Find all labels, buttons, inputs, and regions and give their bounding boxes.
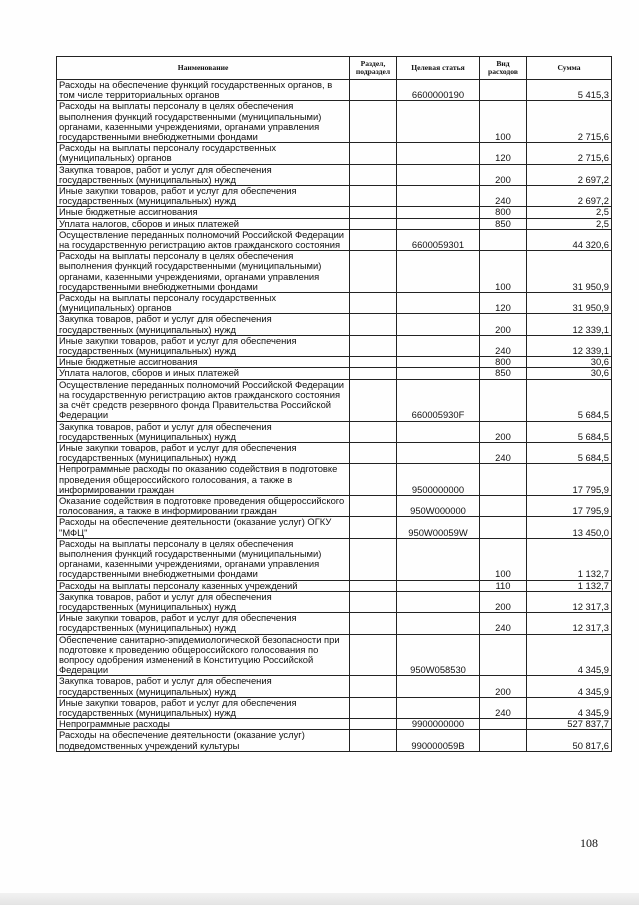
table-row	[57, 719, 612, 730]
cell-kind	[480, 464, 527, 496]
cell-amount: 1 132,7	[527, 580, 612, 591]
table-row	[57, 580, 612, 591]
cell-target	[397, 101, 480, 143]
header-kind: Вид расходов	[480, 57, 527, 80]
cell-name: Иные закупки товаров, работ и услуг для обеспечения государственных (муниципальных) нужд	[57, 697, 350, 718]
cell-target	[397, 314, 480, 335]
cell-target: 9500000000	[397, 464, 480, 496]
table-row	[57, 442, 612, 463]
cell-name: Оказание содействия в подготовке проведения общероссийского голосования, а также в информировании граждан	[57, 495, 350, 516]
cell-target: 660005930F	[397, 379, 480, 421]
cell-name: Иные закупки товаров, работ и услуг для обеспечения государственных (муниципальных) нужд	[57, 186, 350, 207]
cell-name: Расходы на выплаты персоналу в целях обеспечения выполнения функций государственными (муниципальными) органами, казенными учреждениями, органами управления государственными внебюджетными фондами	[57, 251, 350, 293]
cell-amount: 5 684,5	[527, 379, 612, 421]
cell-amount: 17 795,9	[527, 495, 612, 516]
cell-target	[397, 697, 480, 718]
cell-target	[397, 421, 480, 442]
cell-target	[397, 335, 480, 356]
cell-section	[350, 293, 397, 314]
cell-section	[350, 207, 397, 218]
cell-target	[397, 580, 480, 591]
cell-kind: 200	[480, 676, 527, 697]
table-row	[57, 613, 612, 634]
cell-target	[397, 676, 480, 697]
cell-name: Иные закупки товаров, работ и услуг для обеспечения государственных (муниципальных) нужд	[57, 442, 350, 463]
cell-section	[350, 580, 397, 591]
table-row	[57, 634, 612, 676]
header-target: Целевая статья	[397, 57, 480, 80]
cell-target	[397, 143, 480, 164]
cell-name: Осуществление переданных полномочий Российской Федерации на государственную регистрацию актов гражданского состояния за счёт средств резервного фонда Правительства Российской Федерации	[57, 379, 350, 421]
cell-amount: 2,5	[527, 207, 612, 218]
cell-kind	[480, 517, 527, 538]
header-section: Раздел, подраздел	[350, 57, 397, 80]
table-row	[57, 421, 612, 442]
header-row	[57, 57, 612, 80]
cell-section	[350, 218, 397, 229]
cell-amount: 12 317,3	[527, 613, 612, 634]
cell-target: 950W00059W	[397, 517, 480, 538]
cell-section	[350, 730, 397, 751]
cell-target: 9900000000	[397, 719, 480, 730]
cell-kind	[480, 80, 527, 101]
cell-section	[350, 442, 397, 463]
cell-amount: 12 317,3	[527, 591, 612, 612]
table-body	[57, 80, 612, 752]
cell-name: Иные бюджетные ассигнования	[57, 357, 350, 368]
cell-section	[350, 186, 397, 207]
cell-target	[397, 251, 480, 293]
cell-target	[397, 186, 480, 207]
cell-section	[350, 495, 397, 516]
table-row	[57, 218, 612, 229]
cell-amount: 5 684,5	[527, 421, 612, 442]
table-row	[57, 730, 612, 751]
cell-amount: 12 339,1	[527, 335, 612, 356]
cell-kind: 240	[480, 697, 527, 718]
cell-amount: 13 450,0	[527, 517, 612, 538]
cell-name: Расходы на выплаты персоналу государственных (муниципальных) органов	[57, 293, 350, 314]
cell-section	[350, 164, 397, 185]
page-number: 108	[580, 836, 598, 850]
cell-kind: 850	[480, 218, 527, 229]
cell-amount: 12 339,1	[527, 314, 612, 335]
table-header	[57, 57, 612, 80]
cell-target: 950W000000	[397, 495, 480, 516]
cell-section	[350, 368, 397, 379]
cell-target	[397, 293, 480, 314]
cell-name: Непрограммные расходы	[57, 719, 350, 730]
cell-section	[350, 464, 397, 496]
cell-name: Закупка товаров, работ и услуг для обеспечения государственных (муниципальных) нужд	[57, 591, 350, 612]
cell-target	[397, 357, 480, 368]
table-row	[57, 379, 612, 421]
cell-section	[350, 379, 397, 421]
cell-section	[350, 357, 397, 368]
cell-kind: 100	[480, 538, 527, 580]
cell-kind: 240	[480, 613, 527, 634]
cell-amount: 2 697,2	[527, 164, 612, 185]
cell-kind: 100	[480, 251, 527, 293]
cell-section	[350, 335, 397, 356]
table-row	[57, 143, 612, 164]
table-row	[57, 357, 612, 368]
cell-name: Расходы на обеспечение деятельности (оказание услуг) подведомственных учреждений культуры	[57, 730, 350, 751]
cell-name: Уплата налогов, сборов и иных платежей	[57, 218, 350, 229]
cell-name: Непрограммные расходы по оказанию содействия в подготовке проведения общероссийского голосования, а также в информировании граждан	[57, 464, 350, 496]
cell-amount: 2 715,6	[527, 101, 612, 143]
cell-kind	[480, 634, 527, 676]
cell-name: Расходы на обеспечение деятельности (оказание услуг) ОГКУ "МФЦ"	[57, 517, 350, 538]
cell-target	[397, 442, 480, 463]
cell-name: Иные бюджетные ассигнования	[57, 207, 350, 218]
cell-kind: 850	[480, 368, 527, 379]
cell-section	[350, 719, 397, 730]
cell-kind: 800	[480, 357, 527, 368]
cell-amount: 5 684,5	[527, 442, 612, 463]
cell-name: Расходы на обеспечение функций государственных органов, в том числе территориальных органов	[57, 80, 350, 101]
table-row	[57, 293, 612, 314]
cell-amount: 4 345,9	[527, 676, 612, 697]
cell-amount: 5 415,3	[527, 80, 612, 101]
cell-target	[397, 613, 480, 634]
cell-target	[397, 538, 480, 580]
cell-section	[350, 538, 397, 580]
cell-name: Закупка товаров, работ и услуг для обеспечения государственных (муниципальных) нужд	[57, 421, 350, 442]
table-row	[57, 164, 612, 185]
cell-name: Закупка товаров, работ и услуг для обеспечения государственных (муниципальных) нужд	[57, 164, 350, 185]
cell-name: Расходы на выплаты персоналу казенных учреждений	[57, 580, 350, 591]
table-row	[57, 495, 612, 516]
cell-kind: 800	[480, 207, 527, 218]
cell-target: 6600059301	[397, 229, 480, 250]
table-row	[57, 591, 612, 612]
table-row	[57, 101, 612, 143]
cell-kind: 240	[480, 442, 527, 463]
cell-section	[350, 676, 397, 697]
cell-section	[350, 101, 397, 143]
table-row	[57, 207, 612, 218]
cell-section	[350, 591, 397, 612]
table-row	[57, 335, 612, 356]
cell-kind: 120	[480, 293, 527, 314]
cell-section	[350, 229, 397, 250]
cell-target	[397, 591, 480, 612]
cell-section	[350, 634, 397, 676]
cell-name: Расходы на выплаты персоналу в целях обеспечения выполнения функций государственными (муниципальными) органами, казенными учреждениями, органами управления государственными внебюджетными фондами	[57, 101, 350, 143]
cell-kind: 240	[480, 186, 527, 207]
table-row	[57, 229, 612, 250]
cell-name: Уплата налогов, сборов и иных платежей	[57, 368, 350, 379]
cell-name: Закупка товаров, работ и услуг для обеспечения государственных (муниципальных) нужд	[57, 314, 350, 335]
cell-amount: 2 715,6	[527, 143, 612, 164]
table-row	[57, 676, 612, 697]
cell-name: Закупка товаров, работ и услуг для обеспечения государственных (муниципальных) нужд	[57, 676, 350, 697]
cell-section	[350, 80, 397, 101]
cell-amount: 2 697,2	[527, 186, 612, 207]
table-row	[57, 464, 612, 496]
cell-kind	[480, 730, 527, 751]
cell-kind: 200	[480, 421, 527, 442]
cell-amount: 1 132,7	[527, 538, 612, 580]
cell-target	[397, 368, 480, 379]
cell-section	[350, 143, 397, 164]
cell-name: Расходы на выплаты персоналу государственных (муниципальных) органов	[57, 143, 350, 164]
cell-amount: 31 950,9	[527, 251, 612, 293]
cell-kind: 240	[480, 335, 527, 356]
cell-name: Расходы на выплаты персоналу в целях обеспечения выполнения функций государственными (муниципальными) органами, казенными учреждениями, органами управления государственными внебюджетными фондами	[57, 538, 350, 580]
cell-amount: 31 950,9	[527, 293, 612, 314]
table-row	[57, 251, 612, 293]
header-amount: Сумма	[527, 57, 612, 80]
cell-kind	[480, 719, 527, 730]
cell-amount: 30,6	[527, 357, 612, 368]
table-row	[57, 186, 612, 207]
table-row	[57, 314, 612, 335]
cell-target	[397, 218, 480, 229]
table-row	[57, 538, 612, 580]
cell-section	[350, 251, 397, 293]
table-row	[57, 368, 612, 379]
cell-amount: 4 345,9	[527, 697, 612, 718]
header-name: Наименование	[57, 57, 350, 80]
cell-name: Иные закупки товаров, работ и услуг для обеспечения государственных (муниципальных) нужд	[57, 613, 350, 634]
cell-target	[397, 164, 480, 185]
scan-bottom-edge	[0, 893, 639, 905]
cell-target: 6600000190	[397, 80, 480, 101]
cell-amount: 44 320,6	[527, 229, 612, 250]
table-row	[57, 697, 612, 718]
cell-amount: 4 345,9	[527, 634, 612, 676]
table-row	[57, 517, 612, 538]
cell-section	[350, 314, 397, 335]
cell-name: Иные закупки товаров, работ и услуг для обеспечения государственных (муниципальных) нужд	[57, 335, 350, 356]
cell-name: Осуществление переданных полномочий Российской Федерации на государственную регистрацию актов гражданского состояния	[57, 229, 350, 250]
cell-kind: 120	[480, 143, 527, 164]
cell-name: Обеспечение санитарно-эпидемиологической безопасности при подготовке к проведению общероссийского голосования по вопросу одобрения изменений в Конституцию Российской Федерации	[57, 634, 350, 676]
cell-section	[350, 421, 397, 442]
cell-amount: 50 817,6	[527, 730, 612, 751]
cell-kind: 200	[480, 314, 527, 335]
cell-kind: 110	[480, 580, 527, 591]
cell-kind: 100	[480, 101, 527, 143]
cell-target	[397, 207, 480, 218]
cell-amount: 527 837,7	[527, 719, 612, 730]
cell-kind	[480, 229, 527, 250]
cell-kind	[480, 379, 527, 421]
cell-amount: 30,6	[527, 368, 612, 379]
cell-section	[350, 517, 397, 538]
table-row	[57, 80, 612, 101]
cell-section	[350, 613, 397, 634]
cell-kind	[480, 495, 527, 516]
cell-kind: 200	[480, 164, 527, 185]
cell-kind: 200	[480, 591, 527, 612]
cell-target: 950W058530	[397, 634, 480, 676]
cell-amount: 17 795,9	[527, 464, 612, 496]
cell-section	[350, 697, 397, 718]
budget-table	[56, 56, 612, 752]
cell-target: 990000059В	[397, 730, 480, 751]
cell-amount: 2,5	[527, 218, 612, 229]
